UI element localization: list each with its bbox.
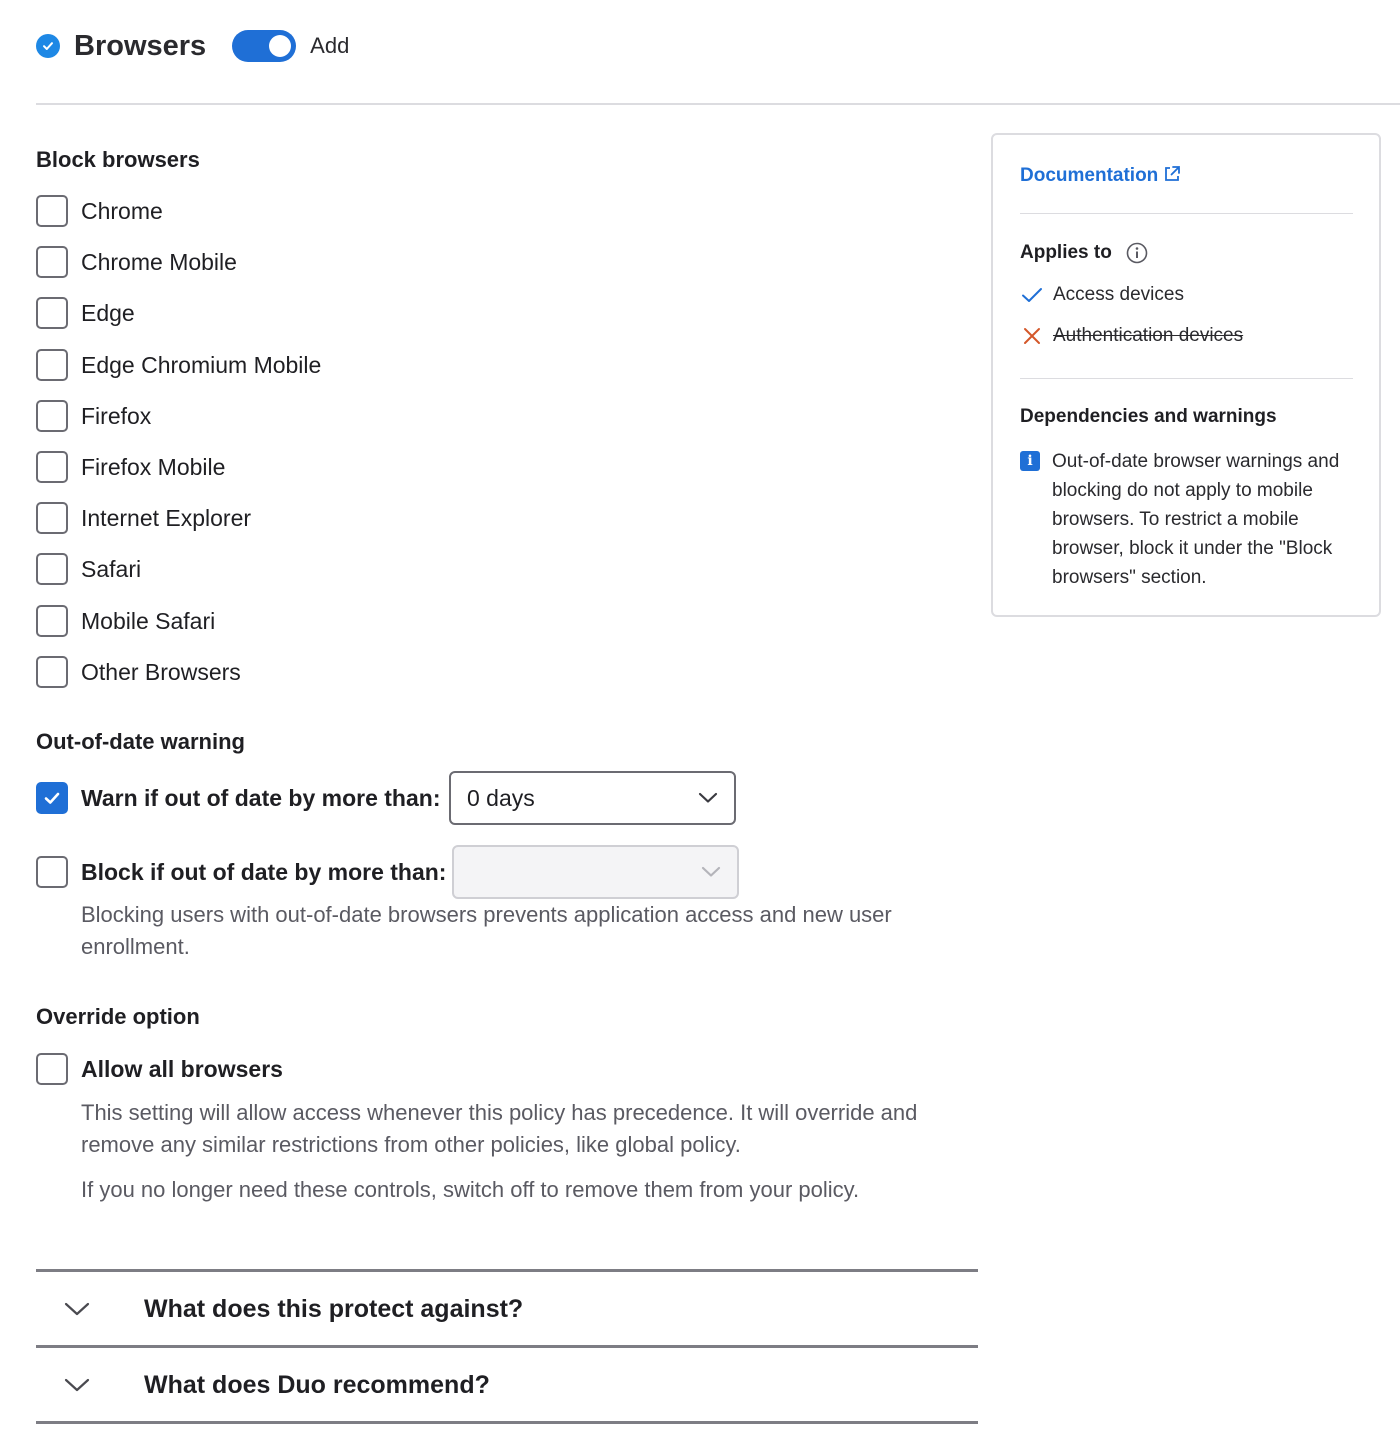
checkbox[interactable]: [36, 605, 68, 637]
panel-divider: [1020, 213, 1353, 214]
documentation-link-label: Documentation: [1020, 165, 1159, 186]
browser-option-firefox[interactable]: [36, 399, 151, 433]
browser-option-label: Safari: [81, 555, 142, 582]
override-help-text: This setting will allow access whenever this policy has precedence. It will override and remove any similar restrictions from other policies, like global policy.: [81, 1100, 918, 1157]
chevron-down-icon: [36, 1377, 116, 1393]
warn-label: Warn if out of date by more than:: [81, 784, 441, 811]
browser-option-label: Edge: [81, 299, 135, 326]
browser-option-label: Mobile Safari: [81, 607, 216, 634]
accordion-duo-recommend[interactable]: [36, 1349, 978, 1421]
allow-all-option[interactable]: [36, 1052, 283, 1086]
browser-option-other-browsers[interactable]: [36, 655, 241, 689]
browser-option-label: Firefox: [81, 402, 152, 429]
check-icon: [1020, 287, 1044, 303]
browser-option-label: Chrome: [81, 197, 163, 224]
browser-option-label: Firefox Mobile: [81, 453, 226, 480]
out-of-date-title: Out-of-date warning: [36, 729, 245, 754]
accordion-divider: [36, 1345, 978, 1348]
checkbox[interactable]: [36, 195, 68, 227]
block-option[interactable]: [36, 855, 446, 889]
accordion-title: What does this protect against?: [144, 1294, 524, 1323]
allow-all-label: Allow all browsers: [81, 1055, 283, 1082]
add-toggle[interactable]: [232, 30, 296, 62]
warn-days-value: 0 days: [467, 784, 535, 811]
applies-to-label: Applies to: [1020, 242, 1112, 263]
browser-option-label: Chrome Mobile: [81, 248, 237, 275]
chevron-down-icon: [701, 866, 721, 878]
checkbox[interactable]: [36, 349, 68, 381]
browser-option-chrome-mobile[interactable]: [36, 245, 237, 279]
checkbox[interactable]: [36, 297, 68, 329]
browser-option-mobile-safari[interactable]: [36, 604, 215, 638]
applies-access-devices: [1020, 284, 1184, 306]
browser-option-label: Edge Chromium Mobile: [81, 351, 322, 378]
chevron-down-icon: [698, 792, 718, 804]
switch-off-help-text: If you no longer need these controls, switch off to remove them from your policy.: [81, 1177, 860, 1202]
dependencies-title: Dependencies and warnings: [1020, 406, 1277, 427]
checkbox[interactable]: [36, 553, 68, 585]
browser-option-firefox-mobile[interactable]: [36, 450, 225, 484]
applies-authentication-devices: [1020, 325, 1243, 347]
panel-divider: [1020, 378, 1353, 379]
checkbox[interactable]: [36, 451, 68, 483]
chevron-down-icon: [36, 1301, 116, 1317]
block-help-text: Blocking users with out-of-date browsers prevents application access and new user enrollment.: [81, 902, 892, 959]
warn-option[interactable]: [36, 781, 440, 815]
checkbox[interactable]: [36, 502, 68, 534]
browser-option-edge-chromium-mobile[interactable]: [36, 348, 321, 382]
applies-label: Authentication devices: [1053, 325, 1244, 346]
policy-header: [36, 26, 349, 66]
info-panel: [991, 133, 1381, 617]
dependency-text: Out-of-date browser warnings and blocking do not apply to mobile browsers. To restrict a mobile browser, block it under the "Block browsers" section.: [1052, 451, 1340, 588]
applies-to-title: [1020, 242, 1148, 264]
applies-label: Access devices: [1053, 284, 1184, 305]
browser-option-label: Other Browsers: [81, 658, 241, 685]
info-icon: i: [1020, 451, 1040, 471]
checkbox[interactable]: [36, 400, 68, 432]
external-link-icon: [1163, 165, 1181, 183]
accordion-divider: [36, 1269, 978, 1272]
info-circle-icon[interactable]: [1126, 242, 1148, 264]
browser-option-chrome[interactable]: [36, 194, 163, 228]
block-checkbox[interactable]: [36, 856, 68, 888]
checkbox[interactable]: [36, 656, 68, 688]
check-circle-icon: [36, 34, 60, 58]
accordion-protect-against[interactable]: [36, 1273, 978, 1345]
header-divider: [36, 103, 1400, 105]
toggle-knob: [269, 35, 291, 57]
page-title: Browsers: [74, 29, 207, 62]
documentation-link[interactable]: [1020, 165, 1181, 187]
warn-days-select[interactable]: [449, 771, 736, 825]
x-icon: [1020, 327, 1044, 345]
accordion-title: What does Duo recommend?: [144, 1370, 490, 1399]
checkbox[interactable]: [36, 246, 68, 278]
block-browsers-title: Block browsers: [36, 147, 200, 172]
override-title: Override option: [36, 1004, 200, 1029]
warn-checkbox[interactable]: [36, 782, 68, 814]
allow-all-checkbox[interactable]: [36, 1053, 68, 1085]
block-label: Block if out of date by more than:: [81, 858, 447, 885]
browser-option-internet-explorer[interactable]: [36, 501, 251, 535]
accordion-divider: [36, 1421, 978, 1424]
browser-option-edge[interactable]: [36, 296, 135, 330]
block-days-select[interactable]: [452, 845, 739, 899]
browser-option-safari[interactable]: [36, 552, 141, 586]
checkmark-icon: [42, 788, 62, 808]
dependency-warning: [1020, 447, 1352, 592]
toggle-label: Add: [310, 33, 350, 58]
browser-option-label: Internet Explorer: [81, 504, 252, 531]
